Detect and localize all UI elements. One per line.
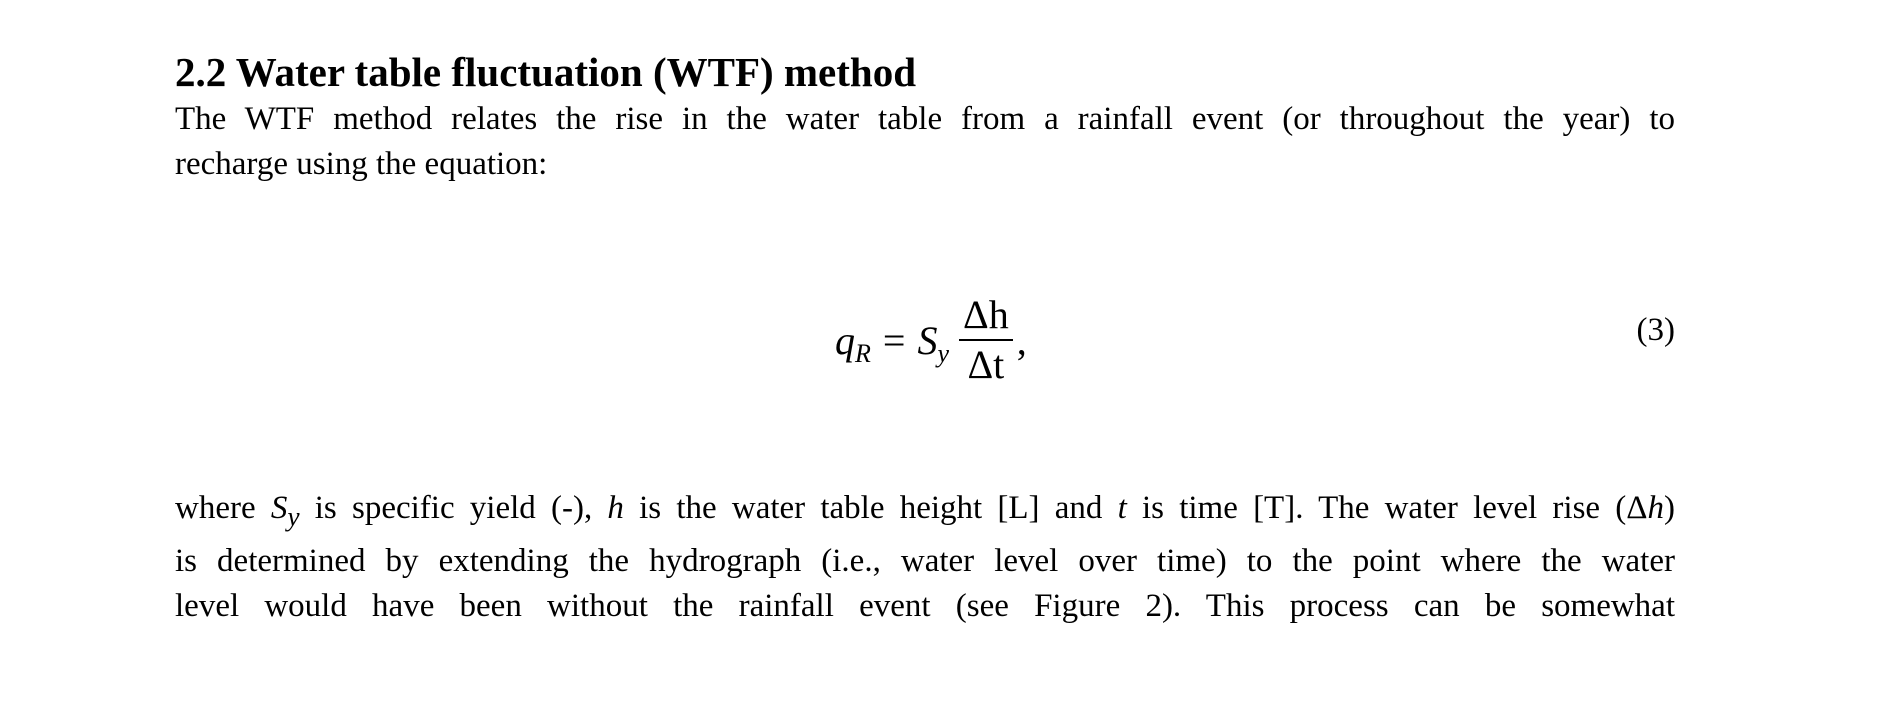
eq-denominator: Δt xyxy=(967,342,1005,387)
text-specific-yield: is specific yield (-), xyxy=(299,490,608,526)
var-s: S xyxy=(270,490,288,526)
var-s-sub: y xyxy=(287,500,300,532)
eq-lhs-var: q xyxy=(835,317,855,363)
equation-3 xyxy=(175,280,1675,400)
var-h-2: h xyxy=(1647,490,1664,526)
explanation-line-3: level would have been without the rainfall event (see Figure 2). This process can be somewhat xyxy=(175,587,1675,624)
intro-line-2: recharge using the equation: xyxy=(175,146,548,182)
explanation-line-2: is determined by extending the hydrograph (i.e., water level over time) to the point where the water xyxy=(175,542,1675,579)
eq-fraction xyxy=(959,291,1013,389)
eq-equals: = xyxy=(882,317,906,363)
equation-number: (3) xyxy=(1636,312,1675,348)
intro-paragraph xyxy=(175,97,1675,187)
text-height: is the water table height [L] and xyxy=(623,490,1118,526)
explanation-line-1 xyxy=(175,486,1675,539)
text-time: is time [T]. The water level rise (Δ xyxy=(1126,490,1648,526)
section-heading: 2.2 Water table fluctuation (WTF) method xyxy=(175,49,917,95)
var-h: h xyxy=(607,490,624,526)
explanation-paragraph xyxy=(175,486,1675,629)
intro-line-1: The WTF method relates the rise in the water table from a rainfall event (or throughout the year) to xyxy=(175,101,1675,137)
eq-coef-sub: y xyxy=(937,339,949,368)
eq-numerator: Δh xyxy=(963,292,1009,337)
eq-coef-var: S xyxy=(917,317,938,363)
text-where: where xyxy=(175,490,271,526)
eq-trailing-comma: , xyxy=(1016,317,1027,363)
var-t: t xyxy=(1117,490,1127,526)
document-page xyxy=(175,0,1675,701)
eq-lhs-sub: R xyxy=(855,339,871,368)
equation-body xyxy=(835,290,1027,390)
text-close-paren: ) xyxy=(1664,490,1675,526)
